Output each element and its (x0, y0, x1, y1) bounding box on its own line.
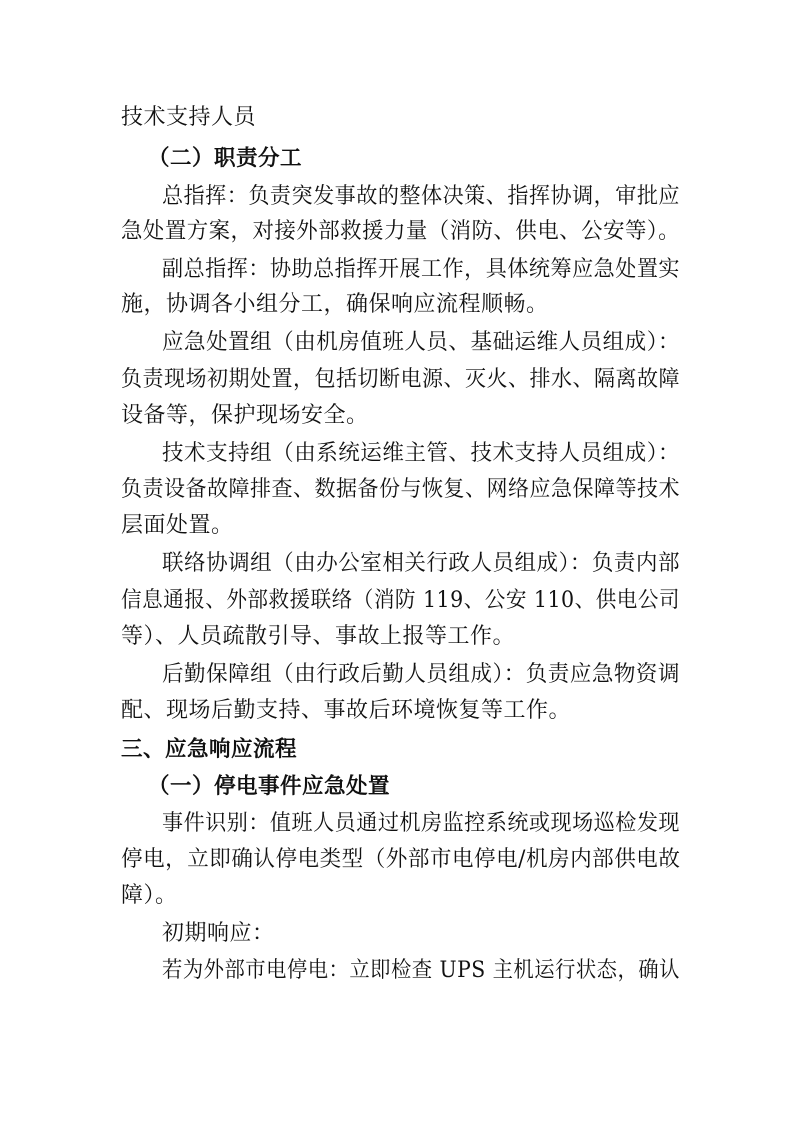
text-line: 事件识别：值班人员通过机房监控系统或现场巡检发现 (162, 811, 681, 836)
text-line: 层面处置。 (121, 513, 234, 538)
text-line: 信息通报、外部救援联络（消防 119、公安 110、供电公司 (121, 588, 680, 613)
text-line: 障）。 (121, 883, 178, 908)
text-line: 联络协调组（由办公室相关行政人员组成）：负责内部 (162, 551, 681, 576)
text-line: 技术支持组（由系统运维主管、技术支持人员组成）： (162, 441, 681, 466)
text-line: 设备等，保护现场安全。 (121, 403, 369, 428)
text-line: 配、现场后勤支持、事故后环境恢复等工作。 (121, 698, 572, 723)
text-line: 若为外部市电停电：立即检查 UPS 主机运行状态，确认 (162, 958, 680, 983)
text-line: 总指挥：负责突发事故的整体决策、指挥协调，审批应 (162, 184, 681, 209)
text-line: 急处置方案，对接外部救援力量（消防、供电、公安等）。 (121, 219, 681, 244)
text-line: 初期响应： (162, 921, 275, 946)
text-line: 后勤保障组（由行政后勤人员组成）：负责应急物资调 (162, 662, 681, 687)
text-line: 副总指挥：协助总指挥开展工作，具体统筹应急处置实 (162, 257, 681, 282)
text-line: 负责设备故障排查、数据备份与恢复、网络应急保障等技术 (121, 477, 681, 502)
text-line: 施，协调各小组分工，确保响应流程顺畅。 (121, 292, 549, 317)
chapter-heading: 三、应急响应流程 (121, 737, 298, 762)
text-line: 等）、人员疏散引导、事故上报等工作。 (121, 624, 516, 649)
text-line: 停电，立即确认停电类型（外部市电停电/机房内部供电故 (121, 847, 681, 872)
text-line: 应急处置组（由机房值班人员、基础运维人员组成）： (162, 330, 681, 355)
section-heading: （一）停电事件应急处置 (148, 774, 391, 799)
text-line: 技术支持人员 (121, 105, 257, 130)
section-heading: （二）职责分工 (148, 146, 303, 171)
text-line: 负责现场初期处置，包括切断电源、灭火、排水、隔离故障 (121, 367, 681, 392)
